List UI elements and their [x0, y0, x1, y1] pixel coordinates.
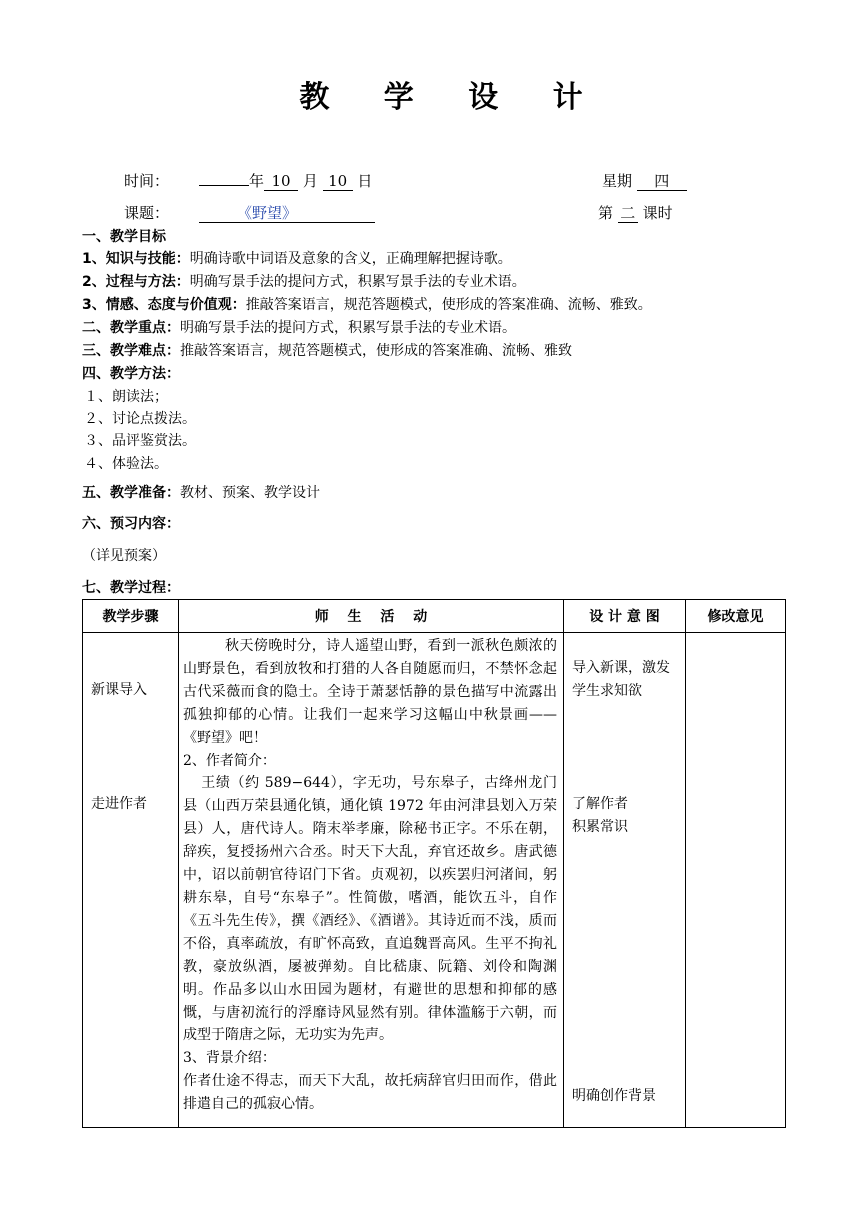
page-title: 教 学 设 计	[299, 80, 605, 115]
author-paragraph: 王绩（约 589−644），字无功，号东皋子，古绛州龙门县（山西万荣县通化镇，通化镇 1972 年由河津县划入万荣县）人，唐代诗人。隋末举孝廉，除秘书正字。不乐在朝，辞疾，复授扬州六合丞。时天下大乱，弃官还故乡。唐武德中，诏以前朝官待诏门下省。贞观初，以疾罢归河渚间，躬耕东皋，自号“东皋子”。性简傲，嗜酒，能饮五斗，自作《五斗先生传》，撰《酒经》、《酒谱》。其诗近而不浅，质而不俗，真率疏放，有旷怀高致，直追魏晋高风。生平不拘礼教，豪放纵酒，屡被弹劾。自比嵇康、阮籍、刘伶和陶渊明。作品多以山水田园为题材，有避世的思想和抑郁的感慨，与唐初流行的浮靡诗风显然有别。律体滥觞于六朝，而成型于隋唐之际，无功实为先声。	[183, 775, 557, 1044]
key-points-label: 二、教学重点：	[82, 320, 180, 336]
method-item: ３、品评鉴赏法。	[84, 433, 196, 449]
goal-1	[82, 248, 512, 270]
topic-row	[124, 202, 375, 223]
table-header-row	[83, 600, 786, 633]
period-row	[598, 202, 673, 223]
goal-1-label: 1、知识与技能：	[82, 251, 190, 267]
date-row	[124, 170, 372, 191]
goal-1-text: 明确诗歌中词语及意象的含义，正确理解把握诗歌。	[189, 251, 512, 267]
period-prefix: 第	[598, 204, 614, 222]
key-points-text: 明确写景手法的提问方式，积累写景手法的专业术语。	[180, 320, 516, 336]
weekday-label: 星期	[602, 172, 633, 190]
year-field	[199, 185, 249, 186]
weekday-row	[602, 170, 687, 191]
topic-value: 《野望》	[237, 204, 298, 222]
topic-field	[199, 205, 375, 223]
intent-intro: 导入新课，激发学生求知欲	[572, 660, 670, 699]
preview-heading: 六、预习内容：	[82, 516, 180, 532]
steps-cell	[83, 633, 179, 1128]
step-label: 走进作者	[91, 796, 147, 812]
process-table	[82, 599, 786, 1128]
column-header-steps: 教学步骤	[83, 600, 179, 633]
period-field: 二	[618, 205, 638, 223]
topic-label: 课题：	[124, 204, 170, 222]
difficulties-label: 三、教学难点：	[82, 343, 180, 359]
intent-author-2: 积累常识	[572, 819, 628, 835]
preview-text: （详见预案）	[82, 548, 166, 564]
method-item: ４、体验法。	[84, 456, 168, 472]
author-heading: 2、作者简介：	[183, 752, 276, 769]
difficulties	[82, 340, 572, 362]
key-points	[82, 317, 516, 339]
step-label: 新课导入	[91, 682, 147, 698]
method-item: ２、讨论点拨法。	[84, 411, 196, 427]
intent-author-1: 了解作者	[572, 796, 628, 812]
preparation-label: 五、教学准备：	[82, 485, 180, 501]
goal-3-text: 推敲答案语言，规范答题模式，使形成的答案准确、流畅、雅致。	[245, 297, 652, 313]
intent-background: 明确创作背景	[572, 1088, 656, 1104]
difficulties-text: 推敲答案语言，规范答题模式，使形成的答案准确、流畅、雅致	[180, 343, 572, 359]
background-paragraph: 作者仕途不得志，而天下大乱，故托病辞官归田而作，借此排遣自己的孤寂心情。	[183, 1073, 557, 1113]
goal-2-label: 2、过程与方法：	[82, 274, 190, 290]
activity-cell	[179, 633, 564, 1128]
column-header-intent: 设 计 意 图	[564, 600, 686, 633]
time-label: 时间：	[124, 172, 170, 190]
goal-2-text: 明确写景手法的提问方式，积累写景手法的专业术语。	[189, 274, 526, 290]
month-field: 10	[264, 173, 298, 191]
day-field: 10	[323, 173, 353, 191]
preparation-text: 教材、预案、教学设计	[180, 485, 320, 501]
day-label: 日	[357, 172, 373, 190]
background-heading: 3、背景介绍：	[183, 1050, 276, 1067]
year-label: 年	[249, 172, 265, 190]
goals-heading: 一、教学目标	[82, 229, 166, 245]
column-header-activity: 师 生 活 动	[179, 600, 564, 633]
goal-3	[82, 294, 652, 316]
weekday-field: 四	[637, 173, 687, 191]
methods-heading: 四、教学方法：	[82, 366, 180, 382]
column-header-revision: 修改意见	[686, 600, 786, 633]
method-item: １、朗读法；	[84, 389, 168, 405]
goal-2	[82, 271, 526, 293]
intent-cell	[564, 633, 686, 1128]
intro-paragraph: 秋天傍晚时分，诗人遥望山野，看到一派秋色颇浓的山野景色，看到放牧和打猎的人各自随愿而归，不禁怀念起古代采薇而食的隐士。全诗于萧瑟恬静的景色描写中流露出孤独抑郁的心情。让我们一起来学习这幅山中秋景画——《野望》吧！	[183, 638, 557, 746]
goal-3-label: 3、情感、态度与价值观：	[82, 297, 246, 313]
process-heading: 七、教学过程：	[82, 580, 180, 596]
period-suffix: 课时	[642, 204, 673, 222]
preparation	[82, 482, 320, 504]
month-label: 月	[302, 172, 318, 190]
table-row	[83, 633, 786, 1128]
revision-cell	[686, 633, 786, 1128]
